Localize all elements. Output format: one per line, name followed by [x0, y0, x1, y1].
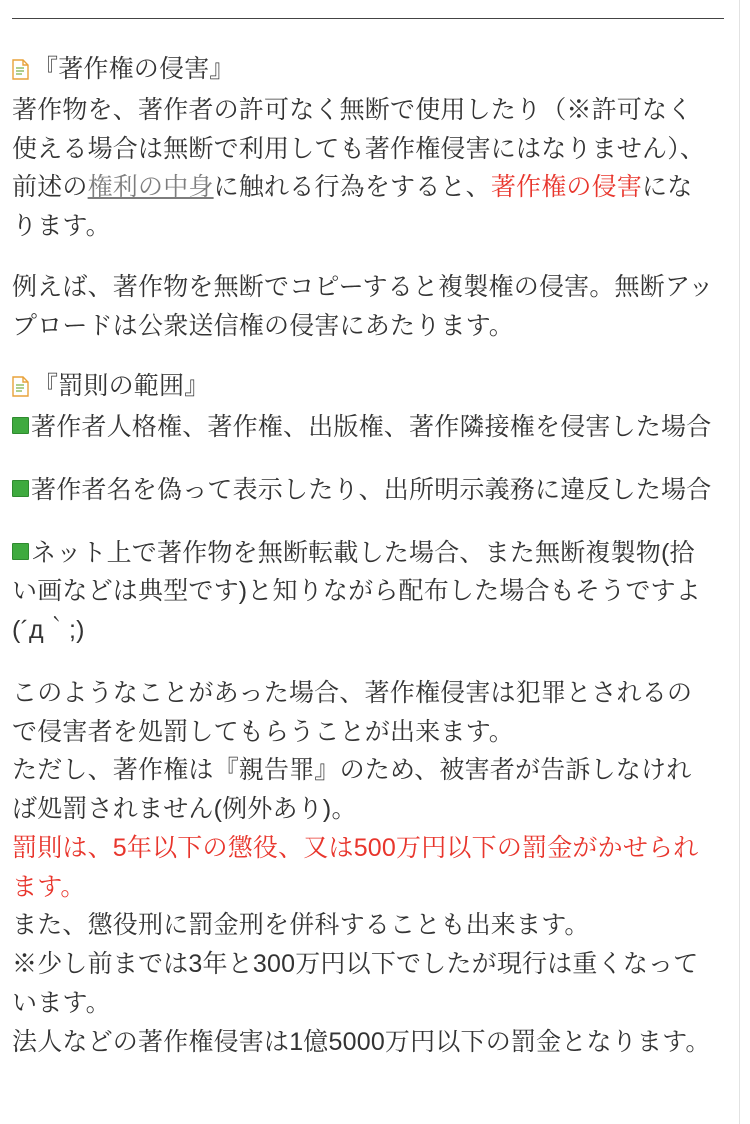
list-item-label: 著作者人格権、著作権、出版権、著作隣接権を侵害した場合 [31, 413, 712, 441]
list-item [12, 471, 714, 510]
section-heading-penalty [12, 367, 714, 406]
section-heading-text: 『罰則の範囲』 [33, 372, 210, 401]
green-square-bullet-icon [12, 543, 29, 560]
list-item [12, 534, 714, 650]
green-square-bullet-icon [12, 480, 29, 497]
paragraph-text-part-3: になります。 [12, 173, 693, 240]
right-scroll-edge[interactable] [739, 0, 750, 1124]
paragraph-infringement [12, 91, 714, 246]
section-heading-text: 『著作権の侵害』 [33, 55, 235, 83]
list-item [12, 408, 714, 447]
green-square-bullet-icon [12, 417, 29, 434]
document-icon [12, 376, 29, 397]
inline-link-rights-content[interactable]: 権利の中身 [87, 173, 214, 202]
paragraph-closing-5: ※少し前までは3年と300万円以下でしたが現行は重くなっています。 [12, 950, 699, 1017]
document-icon [12, 59, 29, 80]
document-content [12, 50, 714, 1061]
paragraph-penalty-amount: 罰則は、5年以下の懲役、又は500万円以下の罰金がかせられます。 [12, 833, 699, 901]
paragraph-closing-2: ただし、著作権は『親告罪』のため、被害者が告訴しなければ処罰されません(例外あり)。 [12, 756, 692, 823]
paragraph-closing-1: このようなことがあった場合、著作権侵害は犯罪とされるので侵害者を処罰してもらうことが出来ます。 [12, 678, 693, 746]
top-divider [12, 18, 724, 19]
list-item-label: 著作者名を偽って表示したり、出所明示義務に違反した場合 [31, 475, 712, 504]
list-item-label: ネット上で著作物を無断転載した場合、また無断複製物(拾い画などは典型です)と知りながら配布した場合もそうですよ(´д｀;) [12, 538, 701, 644]
highlight-copyright-infringement: 著作権の侵害 [490, 173, 643, 202]
paragraph-closing-6: 法人などの著作権侵害は1億5000万円以下の罰金となります。 [12, 1027, 711, 1056]
paragraph-text-part-2: に触れる行為をすると、 [213, 173, 491, 202]
paragraph-closing-4: また、懲役刑に罰金刑を併科することも出来ます。 [12, 911, 590, 940]
paragraph-text-part-1: 著作物を、著作者の許可なく無断で使用したり（※許可なく使える場合は無断で利用しても著作権侵害にはなりません）、前述の [12, 95, 706, 202]
paragraph-example: 例えば、著作物を無断でコピーすると複製権の侵害。無断アップロードは公衆送信権の侵害にあたります。 [12, 272, 714, 340]
section-heading-infringement [12, 50, 714, 89]
